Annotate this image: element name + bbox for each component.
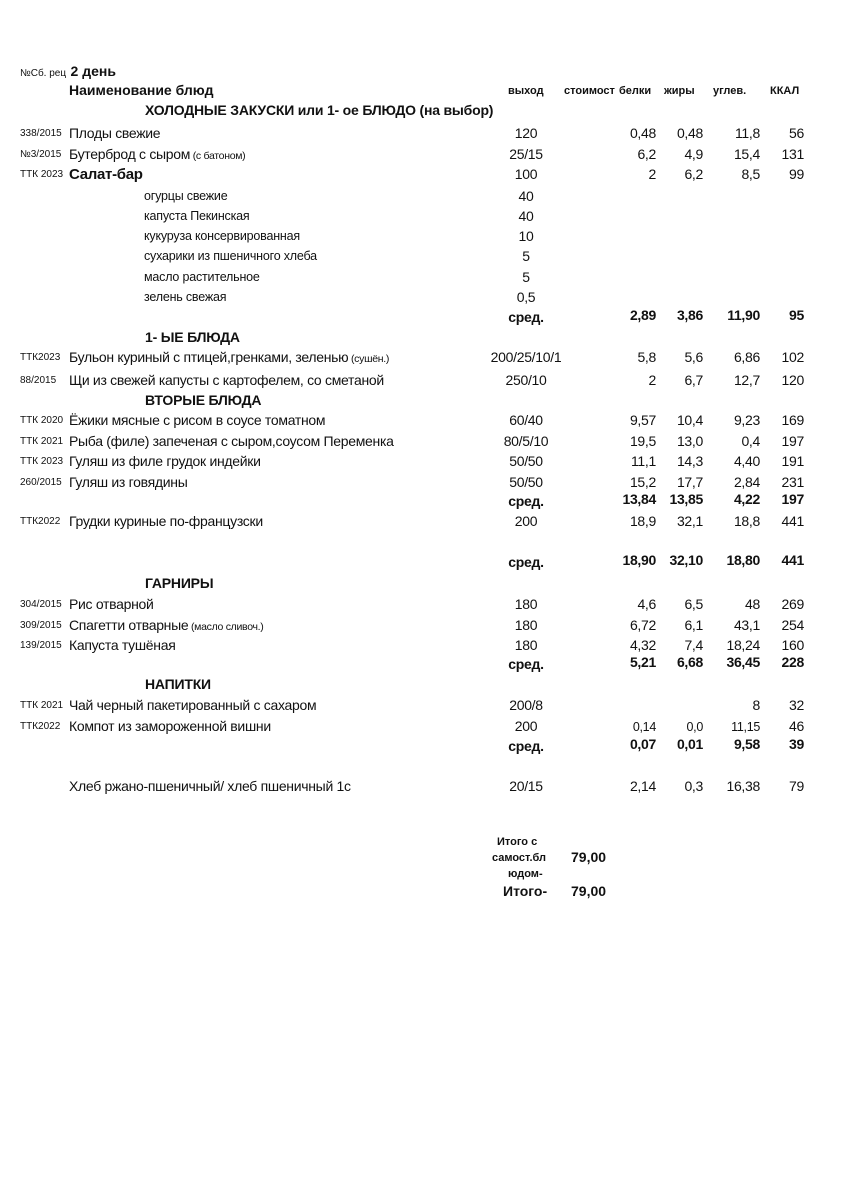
recipe-code: ТТК 2020 <box>20 415 64 426</box>
dish-output: 200 <box>514 718 538 734</box>
kcal-value: 228 <box>781 654 804 670</box>
recipe-prefix: №Сб. рец <box>20 68 67 79</box>
protein-value: 15,2 <box>629 474 656 490</box>
ingredient-output: 10 <box>518 228 534 244</box>
dish-output: 250/10 <box>505 372 547 388</box>
ingredient-name: зелень свежая <box>144 290 227 304</box>
fat-value: 32,10 <box>669 552 703 568</box>
dish-name-text: Капуста тушёная <box>69 637 176 653</box>
fat-value: 0,48 <box>676 125 703 141</box>
dish-output: 25/15 <box>509 146 543 162</box>
self-total-value: 79,00 <box>571 849 607 865</box>
average-label: сред. <box>508 309 544 325</box>
recipe-code: ТТК2022 <box>20 721 61 732</box>
recipe-code: 304/2015 <box>20 599 62 610</box>
fat-value: 10,4 <box>676 412 703 428</box>
dish-note: (масло сливоч.) <box>190 621 264 633</box>
column-header-cost: стоимост <box>564 85 615 97</box>
protein-value: 6,72 <box>629 617 656 633</box>
fat-value: 13,0 <box>676 433 703 449</box>
dish-name <box>69 454 261 468</box>
protein-value: 5,8 <box>637 349 656 365</box>
dish-name-text: Плоды свежие <box>69 125 161 141</box>
dish-name-text: Гуляш из филе грудок индейки <box>69 453 261 469</box>
carbs-value: 36,45 <box>726 654 760 670</box>
average-label: сред. <box>508 554 544 570</box>
carbs-value: 8 <box>752 697 760 713</box>
dish-name-text: Чай черный пакетированный с сахаром <box>69 697 317 713</box>
ingredient-output: 0,5 <box>516 289 536 305</box>
kcal-value: 46 <box>789 718 804 734</box>
carbs-value: 11,90 <box>727 307 760 323</box>
carbs-value: 12,7 <box>733 372 760 388</box>
recipe-code: ТТК 2023 <box>20 456 64 467</box>
day-title: 2 день <box>70 63 116 79</box>
carbs-value: 18,80 <box>726 552 760 568</box>
dish-name-text: Щи из свежей капусты с картофелем, со сметаной <box>69 372 384 388</box>
kcal-value: 99 <box>789 166 804 182</box>
column-header-fat: жиры <box>664 85 695 97</box>
section-title: ХОЛОДНЫЕ ЗАКУСКИ или 1- ое БЛЮДО (на выбор) <box>145 102 494 118</box>
recipe-code: 309/2015 <box>20 620 62 631</box>
section-title: НАПИТКИ <box>145 676 211 692</box>
ingredient-name: капуста Пекинская <box>144 209 250 223</box>
self-total-label-1: Итого с <box>497 836 538 848</box>
protein-value: 0,48 <box>629 125 656 141</box>
recipe-code: 139/2015 <box>20 640 62 651</box>
ingredient-name: сухарики из пшеничного хлеба <box>144 249 317 263</box>
recipe-code: №3/2015 <box>20 149 62 160</box>
dish-name <box>69 618 264 633</box>
carbs-value: 11,15 <box>731 720 760 734</box>
dish-name <box>69 350 389 365</box>
protein-value: 18,90 <box>622 552 656 568</box>
carbs-value: 6,86 <box>733 349 760 365</box>
ingredient-name: огурцы свежие <box>144 189 228 203</box>
dish-name <box>69 514 263 528</box>
kcal-value: 441 <box>781 552 804 568</box>
dish-note: (сушён.) <box>350 353 390 365</box>
kcal-value: 441 <box>781 513 804 529</box>
fat-value: 0,0 <box>686 720 703 734</box>
dish-name <box>69 597 154 611</box>
carbs-value: 8,5 <box>741 166 760 182</box>
fat-value: 4,9 <box>684 146 703 162</box>
protein-value: 18,9 <box>629 513 656 529</box>
dish-output: 80/5/10 <box>503 433 549 449</box>
carbs-value: 48 <box>745 596 760 612</box>
total-value: 79,00 <box>571 883 607 899</box>
dish-name-text: Грудки куриные по-французски <box>69 513 263 529</box>
recipe-code: 338/2015 <box>20 128 62 139</box>
protein-value: 2 <box>648 372 656 388</box>
column-header-name: Наименование блюд <box>69 82 214 98</box>
dish-name-text: Гуляш из говядины <box>69 474 188 490</box>
dish-output: 200/8 <box>509 697 543 713</box>
carbs-value: 4,22 <box>733 491 760 507</box>
carbs-value: 11,8 <box>734 125 760 141</box>
protein-value: 2,89 <box>629 307 656 323</box>
dish-output: 200/25/10/1 <box>490 349 562 365</box>
carbs-value: 16,38 <box>726 778 760 794</box>
carbs-value: 15,4 <box>733 146 760 162</box>
carbs-value: 2,84 <box>733 474 760 490</box>
fat-value: 17,7 <box>676 474 703 490</box>
total-label: Итого- <box>503 883 548 899</box>
column-header-kcal: ККАЛ <box>770 85 800 97</box>
kcal-value: 254 <box>781 617 804 633</box>
protein-value: 19,5 <box>629 433 656 449</box>
dish-name <box>69 167 143 182</box>
protein-value: 9,57 <box>629 412 656 428</box>
fat-value: 0,01 <box>676 736 703 752</box>
kcal-value: 231 <box>781 474 804 490</box>
kcal-value: 79 <box>789 778 804 794</box>
ingredient-output: 40 <box>518 188 534 204</box>
protein-value: 4,6 <box>637 596 656 612</box>
dish-name-text: Хлеб ржано-пшеничный/ хлеб пшеничный 1с <box>69 778 351 794</box>
average-label: сред. <box>508 738 544 754</box>
kcal-value: 102 <box>781 349 804 365</box>
recipe-code: ТТК2022 <box>20 516 61 527</box>
dish-name <box>69 475 187 489</box>
dish-output: 120 <box>514 125 538 141</box>
average-label: сред. <box>508 493 544 509</box>
fat-value: 0,3 <box>684 778 703 794</box>
carbs-value: 4,40 <box>733 453 760 469</box>
dish-output: 100 <box>514 166 538 182</box>
dish-name <box>69 719 271 733</box>
fat-value: 7,4 <box>684 637 703 653</box>
dish-name-text: Бутерброд с сыром <box>69 146 191 162</box>
ingredient-output: 5 <box>522 248 530 264</box>
dish-name <box>69 779 351 793</box>
carbs-value: 18,24 <box>726 637 760 653</box>
dish-name-text: Бульон куриный с птицей,гренками, зеленью <box>69 349 349 365</box>
self-total-label-2: самост.бл <box>492 852 547 864</box>
carbs-value: 9,23 <box>733 412 760 428</box>
dish-output: 50/50 <box>509 474 543 490</box>
protein-value: 0,14 <box>632 720 656 734</box>
fat-value: 6,1 <box>684 617 703 633</box>
fat-value: 14,3 <box>676 453 703 469</box>
column-header-protein: белки <box>619 85 652 97</box>
dish-name-text: Салат-бар <box>69 166 143 183</box>
recipe-code: ТТК 2021 <box>20 436 64 447</box>
section-title: ВТОРЫЕ БЛЮДА <box>145 392 262 408</box>
fat-value: 6,68 <box>676 654 703 670</box>
fat-value: 6,5 <box>684 596 703 612</box>
dish-output: 60/40 <box>509 412 543 428</box>
kcal-value: 269 <box>781 596 804 612</box>
ingredient-output: 40 <box>518 208 534 224</box>
dish-name <box>69 126 160 140</box>
dish-name <box>69 698 316 712</box>
fat-value: 13,85 <box>669 491 703 507</box>
kcal-value: 32 <box>789 697 804 713</box>
protein-value: 11,1 <box>630 453 656 469</box>
kcal-value: 191 <box>781 453 804 469</box>
kcal-value: 197 <box>781 491 804 507</box>
dish-output: 180 <box>514 596 538 612</box>
protein-value: 2,14 <box>629 778 656 794</box>
recipe-code: 260/2015 <box>20 477 62 488</box>
protein-value: 6,2 <box>637 146 656 162</box>
kcal-value: 197 <box>781 433 804 449</box>
recipe-code: ТТК2023 <box>20 352 61 363</box>
dish-output: 180 <box>514 637 538 653</box>
dish-name-text: Компот из замороженной вишни <box>69 718 271 734</box>
dish-output: 50/50 <box>509 453 543 469</box>
kcal-value: 39 <box>789 736 804 752</box>
kcal-value: 56 <box>789 125 804 141</box>
fat-value: 6,2 <box>684 166 703 182</box>
dish-name <box>69 434 394 448</box>
dish-name <box>69 373 384 387</box>
carbs-value: 18,8 <box>733 513 760 529</box>
fat-value: 32,1 <box>676 513 703 529</box>
kcal-value: 131 <box>781 146 804 162</box>
carbs-value: 9,58 <box>733 736 760 752</box>
fat-value: 5,6 <box>684 349 703 365</box>
protein-value: 13,84 <box>622 491 656 507</box>
protein-value: 4,32 <box>629 637 656 653</box>
carbs-value: 43,1 <box>733 617 760 633</box>
kcal-value: 95 <box>789 307 804 323</box>
recipe-code: ТТК 2023 <box>20 169 64 180</box>
kcal-value: 160 <box>781 637 804 653</box>
column-header-carbs: углев. <box>713 85 747 97</box>
dish-name-text: Спагетти отварные <box>69 617 189 633</box>
fat-value: 6,7 <box>684 372 703 388</box>
carbs-value: 0,4 <box>741 433 760 449</box>
recipe-code: ТТК 2021 <box>20 700 64 711</box>
protein-value: 5,21 <box>629 654 656 670</box>
self-total-label-3: юдом- <box>508 868 543 880</box>
dish-name <box>69 147 245 162</box>
protein-value: 0,07 <box>629 736 656 752</box>
kcal-value: 120 <box>781 372 804 388</box>
dish-name <box>69 413 325 427</box>
dish-output: 180 <box>514 617 538 633</box>
dish-name-text: Рис отварной <box>69 596 154 612</box>
dish-output: 200 <box>514 513 538 529</box>
dish-name-text: Рыба (филе) запеченая с сыром,соусом Переменка <box>69 433 394 449</box>
dish-output: 20/15 <box>509 778 543 794</box>
ingredient-output: 5 <box>522 269 530 285</box>
dish-name <box>69 638 175 652</box>
ingredient-name: масло растительное <box>144 270 260 284</box>
fat-value: 3,86 <box>676 307 703 323</box>
protein-value: 2 <box>648 166 656 182</box>
section-title: ГАРНИРЫ <box>145 575 214 591</box>
kcal-value: 169 <box>781 412 804 428</box>
document-header <box>20 64 116 80</box>
ingredient-name: кукуруза консервированная <box>144 229 300 243</box>
section-title: 1- ЫЕ БЛЮДА <box>145 329 240 345</box>
column-header-output: выход <box>508 85 544 97</box>
dish-note: (с батоном) <box>192 150 246 162</box>
dish-name-text: Ёжики мясные с рисом в соусе томатном <box>69 412 326 428</box>
recipe-code: 88/2015 <box>20 375 57 386</box>
average-label: сред. <box>508 656 544 672</box>
